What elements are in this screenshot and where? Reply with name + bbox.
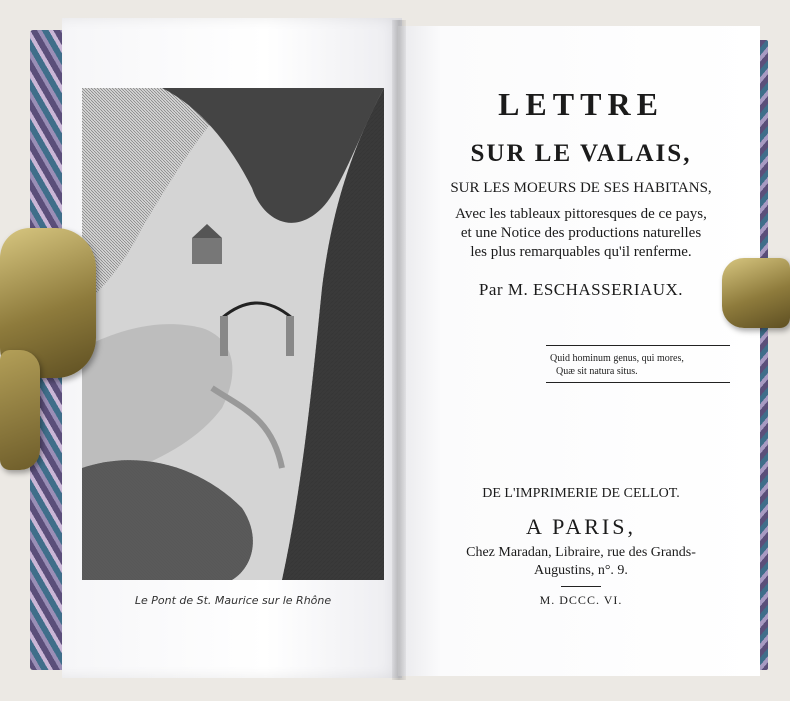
epigraph-line-1: Quid hominum genus, qui mores, xyxy=(550,353,684,364)
title-line-2: SUR LE VALAIS, xyxy=(470,140,692,167)
publisher-line-1: Chez Maradan, Libraire, rue des Grands- xyxy=(466,545,696,560)
epigraph-line-2: Quæ sit natura situs. xyxy=(556,366,638,377)
divider-rule xyxy=(561,586,601,587)
imprint-block xyxy=(410,486,752,608)
author-line: Par M. ESCHASSERIAUX. xyxy=(478,280,684,299)
title-block xyxy=(410,88,752,300)
date-line: M. DCCC. VI. xyxy=(539,593,623,607)
title-line-1: LETTRE xyxy=(498,86,664,122)
engraving-illustration xyxy=(82,88,384,580)
printer-line: DE L'IMPRIMERIE DE CELLOT. xyxy=(482,486,680,501)
publisher-line-2: Augustins, n°. 9. xyxy=(534,563,628,578)
description-line-1: Avec les tableaux pittoresques de ce pays, xyxy=(455,206,707,222)
book-gutter xyxy=(392,20,406,680)
engraving-drawing xyxy=(82,88,384,580)
engraving-caption: Le Pont de St. Maurice sur le Rhône xyxy=(134,594,332,607)
city-line: A PARIS, xyxy=(525,514,636,539)
subtitle: SUR LES MOEURS DE SES HABITANS, xyxy=(450,180,712,196)
description-line-2: et une Notice des productions naturelles xyxy=(460,225,702,241)
epigraph xyxy=(546,345,730,383)
description-line-3: les plus remarquables qu'il renferme. xyxy=(470,244,692,260)
brass-page-holder-left-base xyxy=(0,350,40,470)
